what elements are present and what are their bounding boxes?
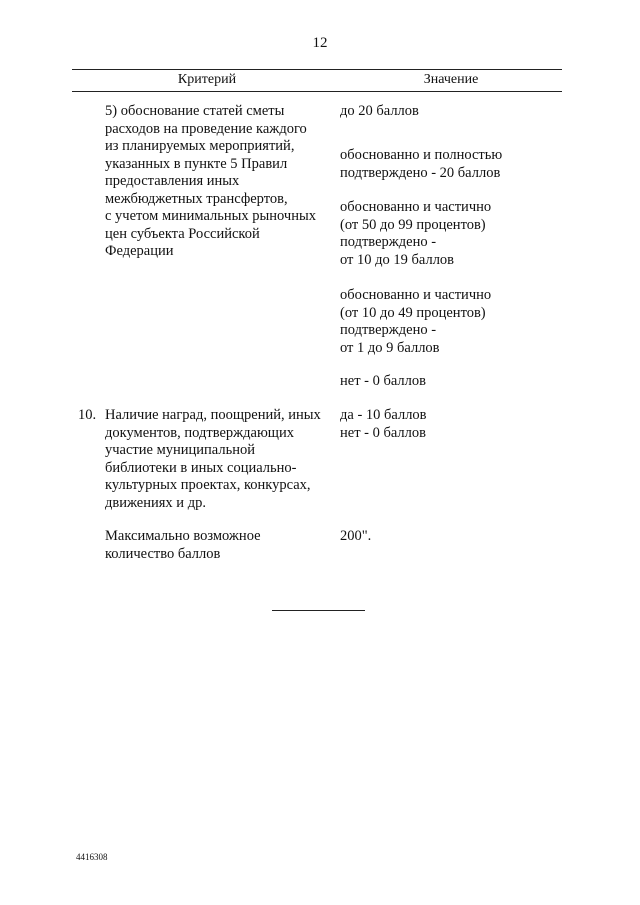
value-line: подтверждено - xyxy=(340,322,437,338)
max-score-criterion xyxy=(105,528,340,563)
document-code: 4416308 xyxy=(76,852,108,862)
value-line: нет - 0 баллов xyxy=(340,373,426,389)
page-number: 12 xyxy=(312,35,328,51)
row-10-criterion xyxy=(105,407,340,512)
criterion-line: документов, подтверждающих xyxy=(105,424,294,441)
header-top-rule xyxy=(72,69,562,70)
row-5-value-block-3 xyxy=(340,199,540,269)
column-header-criterion: Критерий xyxy=(177,72,237,87)
row-5-criterion xyxy=(105,103,340,261)
value-line: подтверждено - xyxy=(340,234,437,250)
row-5-value-block-5 xyxy=(340,373,540,391)
criterion-line: библиотеки в иных социально- xyxy=(105,459,297,476)
criterion-line: Максимально возможное xyxy=(105,528,261,544)
row-5-value-block-4 xyxy=(340,287,540,357)
criterion-line: Федерации xyxy=(105,243,174,259)
criterion-line: культурных проектах, конкурсах, xyxy=(105,477,311,493)
criterion-line: участие муниципальной xyxy=(105,442,255,458)
value-line: обоснованно и полностью xyxy=(340,147,503,163)
value-line: подтверждено - 20 баллов xyxy=(340,164,501,181)
criterion-line: цен субъекта Российской xyxy=(105,225,260,242)
criterion-line: с учетом минимальных рыночных xyxy=(105,208,316,224)
row-5-value-block-1 xyxy=(340,103,540,121)
criterion-line: межбюджетных трансфертов, xyxy=(105,190,288,207)
criterion-line: количество баллов xyxy=(105,545,221,562)
value-line: от 10 до 19 баллов xyxy=(340,251,455,268)
row-10-value xyxy=(340,407,540,442)
value-line: до 20 баллов xyxy=(340,103,419,119)
column-header-value: Значение xyxy=(423,72,479,87)
value-line: от 1 до 9 баллов xyxy=(340,339,440,356)
criterion-line: движениях и др. xyxy=(105,494,206,511)
criterion-line: расходов на проведение каждого xyxy=(105,120,307,137)
criterion-line: 5) обоснование статей сметы xyxy=(105,103,285,119)
value-line: да - 10 баллов xyxy=(340,407,427,423)
row-5-value-block-2 xyxy=(340,147,540,182)
criterion-line: указанных в пункте 5 Правил xyxy=(105,155,288,172)
criterion-line: из планируемых мероприятий, xyxy=(105,138,295,154)
value-line: обоснованно и частично xyxy=(340,287,492,303)
row-10-number: 10. xyxy=(78,407,97,423)
criterion-line: Наличие наград, поощрений, иных xyxy=(105,407,321,423)
value-line: (от 50 до 99 процентов) xyxy=(340,216,486,233)
footer-rule xyxy=(272,610,365,611)
value-line: (от 10 до 49 процентов) xyxy=(340,304,486,321)
value-line: обоснованно и частично xyxy=(340,199,492,215)
header-bottom-rule xyxy=(72,91,562,92)
value-line: нет - 0 баллов xyxy=(340,424,426,441)
max-score-value: 200". xyxy=(340,528,372,544)
criterion-line: предоставления иных xyxy=(105,173,240,189)
